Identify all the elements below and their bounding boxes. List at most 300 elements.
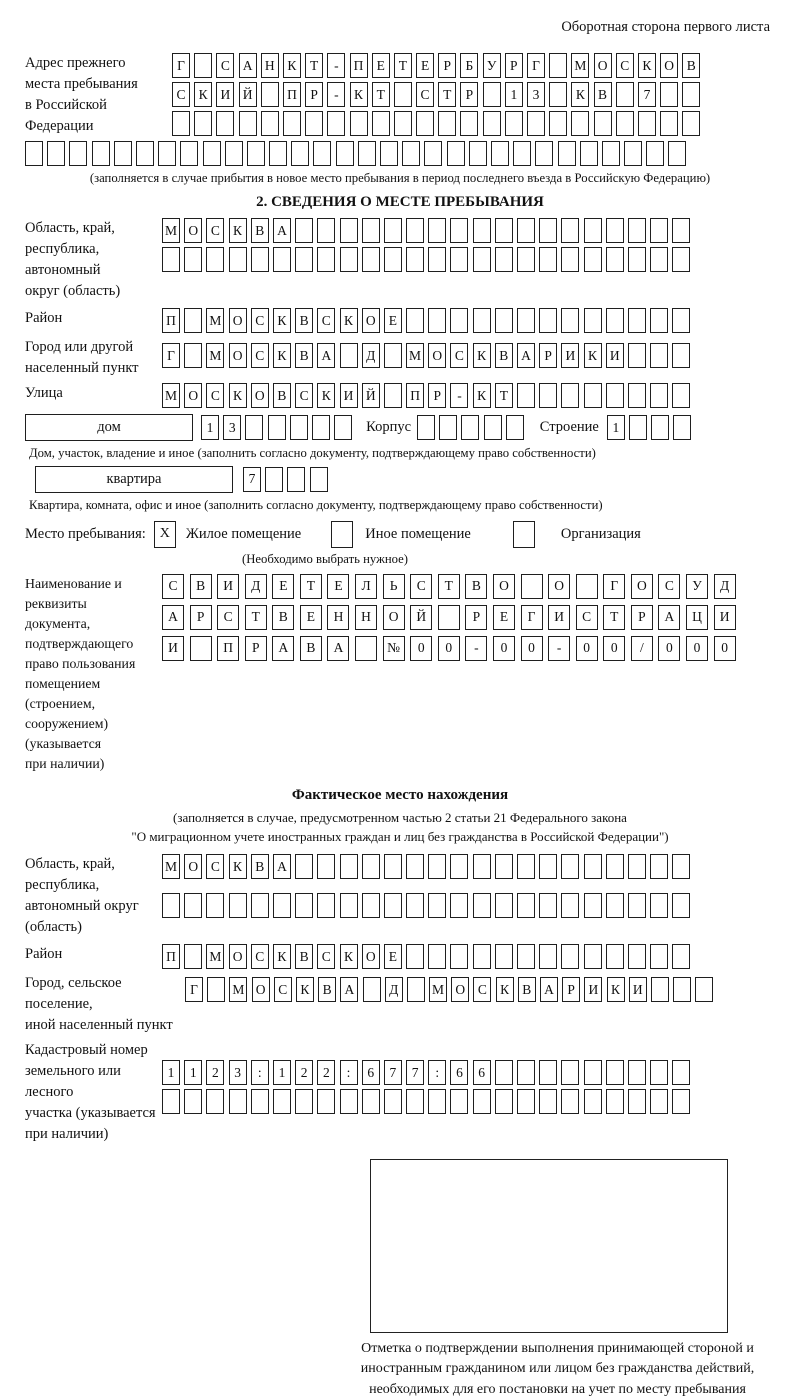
char-box[interactable]: Й — [239, 82, 257, 107]
char-box[interactable] — [313, 141, 331, 166]
char-box[interactable]: 0 — [576, 636, 598, 661]
char-box[interactable]: Е — [372, 53, 390, 78]
char-box[interactable] — [407, 977, 425, 1002]
char-box[interactable] — [628, 308, 646, 333]
char-box[interactable]: Т — [245, 605, 267, 630]
char-box[interactable] — [158, 141, 176, 166]
char-box[interactable] — [461, 415, 479, 440]
char-box[interactable] — [672, 944, 690, 969]
char-box[interactable] — [584, 247, 602, 272]
char-box[interactable]: Т — [603, 605, 625, 630]
char-box[interactable] — [539, 854, 557, 879]
char-box[interactable] — [584, 944, 602, 969]
char-box[interactable]: Р — [438, 53, 456, 78]
char-box[interactable]: О — [594, 53, 612, 78]
char-box[interactable] — [384, 1089, 402, 1114]
char-box[interactable] — [672, 218, 690, 243]
char-box[interactable]: 1 — [505, 82, 523, 107]
char-box[interactable]: С — [416, 82, 434, 107]
char-box[interactable]: К — [229, 383, 247, 408]
char-box[interactable] — [650, 1089, 668, 1114]
char-box[interactable]: Т — [495, 383, 513, 408]
char-box[interactable] — [206, 893, 224, 918]
char-box[interactable] — [355, 636, 377, 661]
char-box[interactable]: Д — [714, 574, 736, 599]
char-box[interactable] — [628, 854, 646, 879]
char-box[interactable]: С — [450, 343, 468, 368]
char-box[interactable]: 7 — [406, 1060, 424, 1085]
char-box[interactable]: 3 — [527, 82, 545, 107]
char-box[interactable] — [229, 1089, 247, 1114]
char-box[interactable] — [539, 1089, 557, 1114]
char-box[interactable] — [606, 1089, 624, 1114]
char-box[interactable] — [184, 343, 202, 368]
char-box[interactable] — [363, 977, 381, 1002]
char-box[interactable]: М — [229, 977, 247, 1002]
char-box[interactable] — [561, 944, 579, 969]
char-box[interactable] — [517, 1089, 535, 1114]
char-box[interactable]: Д — [245, 574, 267, 599]
char-box[interactable]: А — [272, 636, 294, 661]
char-box[interactable] — [473, 893, 491, 918]
char-box[interactable] — [606, 893, 624, 918]
char-box[interactable] — [406, 854, 424, 879]
char-box[interactable]: К — [296, 977, 314, 1002]
char-box[interactable] — [651, 977, 669, 1002]
char-box[interactable] — [247, 141, 265, 166]
char-box[interactable] — [484, 415, 502, 440]
char-box[interactable] — [517, 944, 535, 969]
char-box[interactable]: : — [428, 1060, 446, 1085]
char-box[interactable] — [428, 893, 446, 918]
char-box[interactable]: С — [274, 977, 292, 1002]
char-box[interactable]: Б — [460, 53, 478, 78]
char-box[interactable]: О — [251, 383, 269, 408]
char-box[interactable] — [517, 893, 535, 918]
char-box[interactable] — [206, 247, 224, 272]
char-box[interactable] — [450, 1089, 468, 1114]
char-box[interactable]: В — [495, 343, 513, 368]
char-box[interactable] — [513, 141, 531, 166]
char-box[interactable] — [561, 1089, 579, 1114]
char-box[interactable]: И — [340, 383, 358, 408]
char-box[interactable]: : — [340, 1060, 358, 1085]
char-box[interactable]: М — [571, 53, 589, 78]
char-box[interactable]: № — [383, 636, 405, 661]
char-box[interactable]: А — [517, 343, 535, 368]
char-box[interactable] — [384, 218, 402, 243]
char-box[interactable] — [317, 247, 335, 272]
char-box[interactable]: С — [295, 383, 313, 408]
char-box[interactable]: В — [251, 854, 269, 879]
char-box[interactable]: К — [273, 308, 291, 333]
char-box[interactable]: С — [473, 977, 491, 1002]
char-box[interactable] — [384, 383, 402, 408]
char-box[interactable] — [495, 308, 513, 333]
char-box[interactable] — [495, 893, 513, 918]
char-box[interactable]: К — [571, 82, 589, 107]
char-box[interactable] — [450, 247, 468, 272]
char-box[interactable]: Р — [305, 82, 323, 107]
char-box[interactable] — [473, 944, 491, 969]
char-box[interactable] — [576, 574, 598, 599]
char-box[interactable]: Р — [465, 605, 487, 630]
char-box[interactable]: В — [273, 383, 291, 408]
char-box[interactable]: В — [465, 574, 487, 599]
char-box[interactable] — [317, 893, 335, 918]
char-box[interactable] — [473, 218, 491, 243]
char-box[interactable] — [317, 218, 335, 243]
char-box[interactable]: К — [194, 82, 212, 107]
char-box[interactable] — [584, 308, 602, 333]
char-box[interactable] — [206, 1089, 224, 1114]
char-box[interactable]: О — [229, 308, 247, 333]
char-box[interactable] — [646, 141, 664, 166]
char-box[interactable]: О — [362, 944, 380, 969]
char-box[interactable]: В — [300, 636, 322, 661]
char-box[interactable] — [450, 308, 468, 333]
char-box[interactable]: К — [283, 53, 301, 78]
char-box[interactable]: А — [273, 218, 291, 243]
char-box[interactable] — [428, 308, 446, 333]
char-box[interactable] — [184, 1089, 202, 1114]
char-box[interactable] — [406, 893, 424, 918]
char-box[interactable] — [251, 247, 269, 272]
char-box[interactable] — [229, 247, 247, 272]
char-box[interactable]: 0 — [686, 636, 708, 661]
char-box[interactable] — [402, 141, 420, 166]
char-box[interactable]: О — [184, 383, 202, 408]
char-box[interactable] — [539, 1060, 557, 1085]
char-box[interactable] — [180, 141, 198, 166]
char-box[interactable] — [290, 415, 308, 440]
char-box[interactable]: С — [317, 308, 335, 333]
char-box[interactable]: 6 — [450, 1060, 468, 1085]
char-box[interactable] — [651, 415, 669, 440]
char-box[interactable] — [450, 893, 468, 918]
char-box[interactable]: 1 — [201, 415, 219, 440]
char-box[interactable]: М — [406, 343, 424, 368]
char-box[interactable] — [295, 1089, 313, 1114]
char-box[interactable] — [672, 343, 690, 368]
char-box[interactable] — [628, 1089, 646, 1114]
char-box[interactable] — [650, 893, 668, 918]
char-box[interactable]: Д — [385, 977, 403, 1002]
char-box[interactable]: А — [658, 605, 680, 630]
char-box[interactable]: М — [206, 343, 224, 368]
char-box[interactable]: П — [217, 636, 239, 661]
char-box[interactable] — [606, 247, 624, 272]
char-box[interactable] — [261, 111, 279, 136]
char-box[interactable] — [473, 854, 491, 879]
char-box[interactable] — [184, 893, 202, 918]
char-box[interactable] — [287, 467, 305, 492]
char-box[interactable] — [447, 141, 465, 166]
char-box[interactable] — [251, 893, 269, 918]
char-box[interactable] — [682, 82, 700, 107]
char-box[interactable] — [483, 111, 501, 136]
char-box[interactable] — [225, 141, 243, 166]
char-box[interactable] — [25, 141, 43, 166]
char-box[interactable] — [650, 383, 668, 408]
char-box[interactable]: Р — [428, 383, 446, 408]
char-box[interactable]: Е — [384, 944, 402, 969]
char-box[interactable]: С — [206, 218, 224, 243]
char-box[interactable]: Г — [521, 605, 543, 630]
char-box[interactable] — [245, 415, 263, 440]
char-box[interactable]: О — [631, 574, 653, 599]
char-box[interactable]: К — [340, 308, 358, 333]
char-box[interactable]: / — [631, 636, 653, 661]
char-box[interactable] — [650, 1060, 668, 1085]
char-box[interactable]: П — [350, 53, 368, 78]
char-box[interactable] — [549, 111, 567, 136]
char-box[interactable]: С — [216, 53, 234, 78]
char-box[interactable]: С — [217, 605, 239, 630]
char-box[interactable] — [606, 218, 624, 243]
char-box[interactable]: 1 — [184, 1060, 202, 1085]
char-box[interactable]: Е — [272, 574, 294, 599]
char-box[interactable] — [362, 854, 380, 879]
char-box[interactable] — [594, 111, 612, 136]
char-box[interactable]: 0 — [493, 636, 515, 661]
char-box[interactable]: Ь — [383, 574, 405, 599]
char-box[interactable]: И — [548, 605, 570, 630]
char-box[interactable] — [660, 111, 678, 136]
char-box[interactable] — [438, 605, 460, 630]
char-box[interactable] — [606, 1060, 624, 1085]
char-box[interactable]: С — [616, 53, 634, 78]
char-box[interactable]: В — [190, 574, 212, 599]
char-box[interactable] — [527, 111, 545, 136]
char-box[interactable]: С — [251, 944, 269, 969]
char-box[interactable]: В — [251, 218, 269, 243]
char-box[interactable] — [406, 218, 424, 243]
char-box[interactable] — [561, 247, 579, 272]
char-box[interactable] — [672, 854, 690, 879]
char-box[interactable]: А — [540, 977, 558, 1002]
char-box[interactable] — [362, 893, 380, 918]
char-box[interactable] — [491, 141, 509, 166]
char-box[interactable]: У — [483, 53, 501, 78]
char-box[interactable] — [428, 218, 446, 243]
char-box[interactable] — [629, 415, 647, 440]
char-box[interactable] — [136, 141, 154, 166]
char-box[interactable]: Е — [493, 605, 515, 630]
char-box[interactable] — [483, 82, 501, 107]
char-box[interactable]: Е — [300, 605, 322, 630]
char-box[interactable]: 7 — [243, 467, 261, 492]
char-box[interactable]: М — [162, 854, 180, 879]
stay-type-checkbox-other-premises[interactable] — [331, 521, 353, 548]
char-box[interactable] — [672, 383, 690, 408]
char-box[interactable]: Е — [416, 53, 434, 78]
char-box[interactable]: Р — [539, 343, 557, 368]
char-box[interactable]: К — [350, 82, 368, 107]
char-box[interactable]: - — [327, 53, 345, 78]
char-box[interactable]: О — [184, 218, 202, 243]
char-box[interactable] — [406, 1089, 424, 1114]
char-box[interactable]: А — [162, 605, 184, 630]
char-box[interactable] — [384, 854, 402, 879]
char-box[interactable] — [438, 111, 456, 136]
char-box[interactable] — [673, 977, 691, 1002]
char-box[interactable]: 1 — [607, 415, 625, 440]
char-box[interactable]: Е — [327, 574, 349, 599]
char-box[interactable]: К — [229, 218, 247, 243]
char-box[interactable]: К — [584, 343, 602, 368]
char-box[interactable] — [162, 893, 180, 918]
char-box[interactable] — [358, 141, 376, 166]
char-box[interactable] — [650, 854, 668, 879]
char-box[interactable]: В — [518, 977, 536, 1002]
char-box[interactable] — [606, 944, 624, 969]
char-box[interactable] — [495, 218, 513, 243]
char-box[interactable]: А — [317, 343, 335, 368]
char-box[interactable] — [473, 1089, 491, 1114]
char-box[interactable] — [495, 1060, 513, 1085]
char-box[interactable] — [229, 893, 247, 918]
char-box[interactable] — [495, 247, 513, 272]
char-box[interactable] — [417, 415, 435, 440]
char-box[interactable] — [406, 944, 424, 969]
char-box[interactable]: 0 — [714, 636, 736, 661]
char-box[interactable]: 0 — [521, 636, 543, 661]
char-box[interactable]: С — [162, 574, 184, 599]
char-box[interactable] — [584, 383, 602, 408]
char-box[interactable] — [672, 893, 690, 918]
char-box[interactable] — [517, 854, 535, 879]
char-box[interactable] — [473, 247, 491, 272]
char-box[interactable]: Р — [460, 82, 478, 107]
char-box[interactable] — [606, 854, 624, 879]
char-box[interactable] — [495, 944, 513, 969]
char-box[interactable]: И — [629, 977, 647, 1002]
char-box[interactable] — [261, 82, 279, 107]
char-box[interactable]: В — [295, 944, 313, 969]
char-box[interactable]: Т — [438, 82, 456, 107]
char-box[interactable]: А — [327, 636, 349, 661]
char-box[interactable] — [428, 854, 446, 879]
char-box[interactable] — [184, 308, 202, 333]
char-box[interactable] — [539, 893, 557, 918]
char-box[interactable] — [450, 944, 468, 969]
char-box[interactable] — [517, 218, 535, 243]
char-box[interactable] — [668, 141, 686, 166]
char-box[interactable] — [616, 111, 634, 136]
char-box[interactable]: Е — [384, 308, 402, 333]
char-box[interactable] — [672, 1089, 690, 1114]
char-box[interactable] — [638, 111, 656, 136]
char-box[interactable] — [539, 383, 557, 408]
char-box[interactable]: С — [251, 308, 269, 333]
char-box[interactable]: В — [318, 977, 336, 1002]
char-box[interactable] — [283, 111, 301, 136]
char-box[interactable] — [439, 415, 457, 440]
char-box[interactable]: 2 — [295, 1060, 313, 1085]
char-box[interactable] — [628, 893, 646, 918]
char-box[interactable]: И — [606, 343, 624, 368]
char-box[interactable]: М — [429, 977, 447, 1002]
stay-type-checkbox-residential[interactable]: X — [154, 521, 176, 548]
char-box[interactable]: Г — [162, 343, 180, 368]
char-box[interactable]: К — [229, 854, 247, 879]
char-box[interactable] — [184, 247, 202, 272]
char-box[interactable]: И — [561, 343, 579, 368]
char-box[interactable] — [416, 111, 434, 136]
char-box[interactable] — [273, 1089, 291, 1114]
char-box[interactable] — [310, 467, 328, 492]
char-box[interactable] — [549, 53, 567, 78]
char-box[interactable]: Й — [410, 605, 432, 630]
char-box[interactable]: О — [428, 343, 446, 368]
char-box[interactable] — [47, 141, 65, 166]
char-box[interactable] — [624, 141, 642, 166]
char-box[interactable] — [340, 247, 358, 272]
char-box[interactable] — [628, 944, 646, 969]
char-box[interactable]: К — [273, 343, 291, 368]
char-box[interactable] — [312, 415, 330, 440]
char-box[interactable] — [273, 893, 291, 918]
char-box[interactable]: Т — [372, 82, 390, 107]
char-box[interactable] — [384, 343, 402, 368]
char-box[interactable]: К — [607, 977, 625, 1002]
char-box[interactable]: 0 — [438, 636, 460, 661]
char-box[interactable] — [384, 247, 402, 272]
char-box[interactable] — [295, 854, 313, 879]
char-box[interactable] — [372, 111, 390, 136]
char-box[interactable]: Г — [172, 53, 190, 78]
char-box[interactable]: О — [383, 605, 405, 630]
char-box[interactable] — [450, 218, 468, 243]
char-box[interactable] — [216, 111, 234, 136]
char-box[interactable]: 2 — [206, 1060, 224, 1085]
char-box[interactable] — [350, 111, 368, 136]
char-box[interactable]: А — [340, 977, 358, 1002]
char-box[interactable]: П — [406, 383, 424, 408]
char-box[interactable] — [650, 343, 668, 368]
char-box[interactable] — [505, 111, 523, 136]
char-box[interactable]: В — [272, 605, 294, 630]
char-box[interactable] — [561, 854, 579, 879]
char-box[interactable] — [362, 247, 380, 272]
char-box[interactable] — [336, 141, 354, 166]
char-box[interactable] — [265, 467, 283, 492]
char-box[interactable] — [203, 141, 221, 166]
char-box[interactable]: 2 — [317, 1060, 335, 1085]
char-box[interactable]: К — [317, 383, 335, 408]
char-box[interactable]: В — [295, 308, 313, 333]
char-box[interactable]: 7 — [384, 1060, 402, 1085]
char-box[interactable] — [317, 1089, 335, 1114]
char-box[interactable] — [584, 218, 602, 243]
char-box[interactable]: О — [451, 977, 469, 1002]
char-box[interactable] — [394, 82, 412, 107]
char-box[interactable]: С — [251, 343, 269, 368]
char-box[interactable] — [539, 247, 557, 272]
char-box[interactable] — [172, 111, 190, 136]
char-box[interactable] — [580, 141, 598, 166]
char-box[interactable] — [362, 218, 380, 243]
char-box[interactable]: Т — [305, 53, 323, 78]
char-box[interactable]: Р — [245, 636, 267, 661]
char-box[interactable]: К — [473, 383, 491, 408]
char-box[interactable] — [628, 218, 646, 243]
char-box[interactable]: Р — [190, 605, 212, 630]
char-box[interactable] — [561, 1060, 579, 1085]
char-box[interactable]: 1 — [162, 1060, 180, 1085]
char-box[interactable]: В — [594, 82, 612, 107]
